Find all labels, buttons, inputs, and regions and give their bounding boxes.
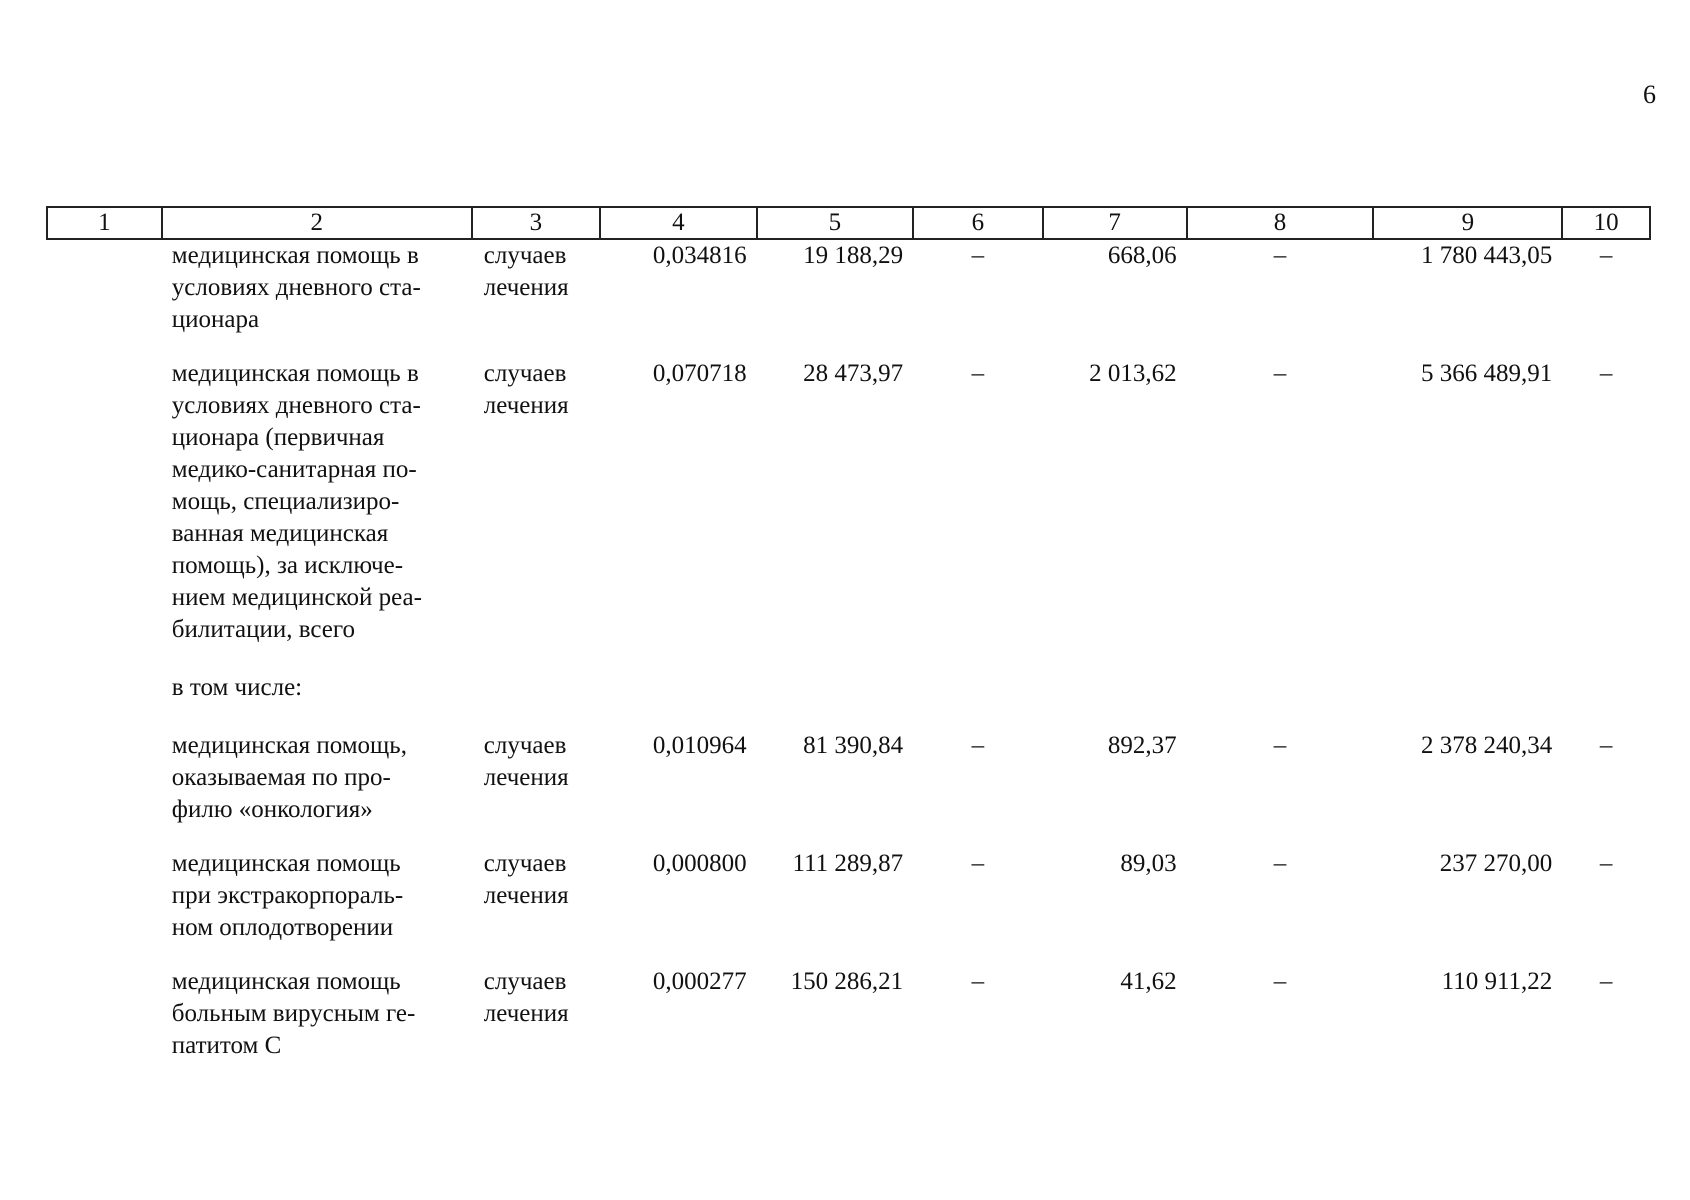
row-spacer [47, 336, 1650, 358]
cell-col-10: – [1599, 242, 1613, 269]
header-col-2: 2 [162, 207, 472, 239]
cell-col-8: – [1273, 242, 1287, 269]
cell-col-4: 0,010964 [652, 732, 747, 759]
row-unit-line: случаев [483, 360, 567, 387]
page-number: 6 [1643, 80, 1656, 109]
row-name-line: медико-санитарная по- [171, 456, 417, 483]
row-name-line: помощь), за исключе- [171, 552, 404, 579]
cell-col-1 [47, 239, 162, 336]
cell-col-5: 150 286,21 [790, 968, 904, 995]
row-name-line: ванная медицинская [171, 520, 389, 547]
row-name-line: филю «онкология» [171, 796, 373, 823]
header-row [47, 207, 1650, 239]
cell-col-8: – [1273, 968, 1287, 995]
table-row [47, 848, 1650, 944]
cell-col-5: 19 188,29 [803, 242, 904, 269]
cell-col-5: 111 289,87 [792, 850, 904, 877]
table-row [47, 358, 1650, 646]
cell-col-10: – [1599, 732, 1613, 759]
cell-col-7: 892,37 [1107, 732, 1177, 759]
row-name [162, 848, 472, 944]
row-name [162, 358, 472, 646]
row-name [162, 239, 472, 336]
row-spacer [47, 944, 1650, 966]
subheading: в том числе: [171, 674, 303, 701]
row-name-line: ном оплодотворении [171, 914, 394, 941]
row-name-line: медицинская помощь в [171, 242, 419, 269]
row-name-line: при экстракорпораль- [171, 882, 404, 909]
cell-col-4: 0,034816 [652, 242, 747, 269]
row-unit [472, 358, 600, 646]
row-name-line: медицинская помощь, [171, 732, 407, 759]
row-unit-line: лечения [483, 1000, 569, 1027]
row-spacer [47, 646, 1650, 668]
cell-col-6: – [971, 850, 985, 877]
row-unit-line: случаев [483, 732, 567, 759]
cell-col-4: 0,070718 [652, 360, 747, 387]
cell-col-5: 81 390,84 [803, 732, 904, 759]
row-unit-line: случаев [483, 850, 567, 877]
table-header [47, 207, 1650, 239]
cell-col-8: – [1273, 850, 1287, 877]
cell-col-7: 41,62 [1120, 968, 1177, 995]
cell-col-9: 237 270,00 [1439, 850, 1553, 877]
cell-col-1 [47, 966, 162, 1062]
cell-col-6: – [971, 360, 985, 387]
row-spacer [47, 826, 1650, 848]
table-row [47, 966, 1650, 1062]
table-row [47, 239, 1650, 336]
row-name-line: ционара (первичная [171, 424, 385, 451]
cell-col-4: 0,000277 [652, 968, 747, 995]
cell-col-7: 2 013,62 [1089, 360, 1177, 387]
row-name-line: нием медицинской реа- [171, 584, 422, 611]
header-col-8: 8 [1187, 207, 1374, 239]
cell-col-1 [47, 668, 162, 708]
cell-col-1 [47, 848, 162, 944]
row-name-line: условиях дневного ста- [171, 274, 421, 301]
cell-col-6: – [971, 968, 985, 995]
cell-col-9: 5 366 489,91 [1421, 360, 1553, 387]
cell-col-6: – [971, 242, 985, 269]
row-unit [472, 848, 600, 944]
row-unit [472, 239, 600, 336]
header-col-1: 1 [47, 207, 162, 239]
row-name-line: медицинская помощь в [171, 360, 419, 387]
row-name-line: ционара [171, 306, 260, 333]
cell-col-10: – [1599, 968, 1613, 995]
cell-col-7: 89,03 [1120, 850, 1177, 877]
header-col-7: 7 [1043, 207, 1187, 239]
row-name [162, 966, 472, 1062]
cell-col-10: – [1599, 360, 1613, 387]
cell-col-8: – [1273, 732, 1287, 759]
header-col-5: 5 [757, 207, 914, 239]
row-spacer [47, 708, 1650, 730]
cell-col-9: 2 378 240,34 [1421, 732, 1553, 759]
row-name-line: мощь, специализиро- [171, 488, 400, 515]
row-unit-line: случаев [483, 968, 567, 995]
row-unit-line: лечения [483, 764, 569, 791]
cell-col-8: – [1273, 360, 1287, 387]
cell-col-7: 668,06 [1107, 242, 1177, 269]
header-col-4: 4 [600, 207, 757, 239]
subheading-row [47, 668, 1650, 708]
cell-col-10: – [1599, 850, 1613, 877]
cell-col-1 [47, 358, 162, 646]
cell-col-9: 1 780 443,05 [1421, 242, 1553, 269]
row-name-line: медицинская помощь [171, 850, 401, 877]
header-col-3: 3 [472, 207, 600, 239]
row-name-line: билитации, всего [171, 616, 355, 643]
data-table [46, 206, 1651, 1062]
cell-col-5: 28 473,97 [803, 360, 904, 387]
row-name [162, 730, 472, 826]
row-unit-line: лечения [483, 882, 569, 909]
cell-col-4: 0,000800 [652, 850, 747, 877]
cell-col-1 [47, 730, 162, 826]
row-name-line: больным вирусным ге- [171, 1000, 416, 1027]
row-name-line: патитом С [171, 1032, 282, 1059]
header-col-10: 10 [1562, 207, 1650, 239]
row-name-line: условиях дневного ста- [171, 392, 421, 419]
row-name-line: медицинская помощь [171, 968, 401, 995]
row-unit [472, 966, 600, 1062]
header-col-6: 6 [913, 207, 1042, 239]
row-unit-line: лечения [483, 392, 569, 419]
cell-col-6: – [971, 732, 985, 759]
cell-col-9: 110 911,22 [1441, 968, 1553, 995]
row-unit [472, 730, 600, 826]
header-col-9: 9 [1373, 207, 1562, 239]
row-name-line: оказываемая по про- [171, 764, 391, 791]
table-row [47, 730, 1650, 826]
row-unit-line: лечения [483, 274, 569, 301]
row-unit-line: случаев [483, 242, 567, 269]
